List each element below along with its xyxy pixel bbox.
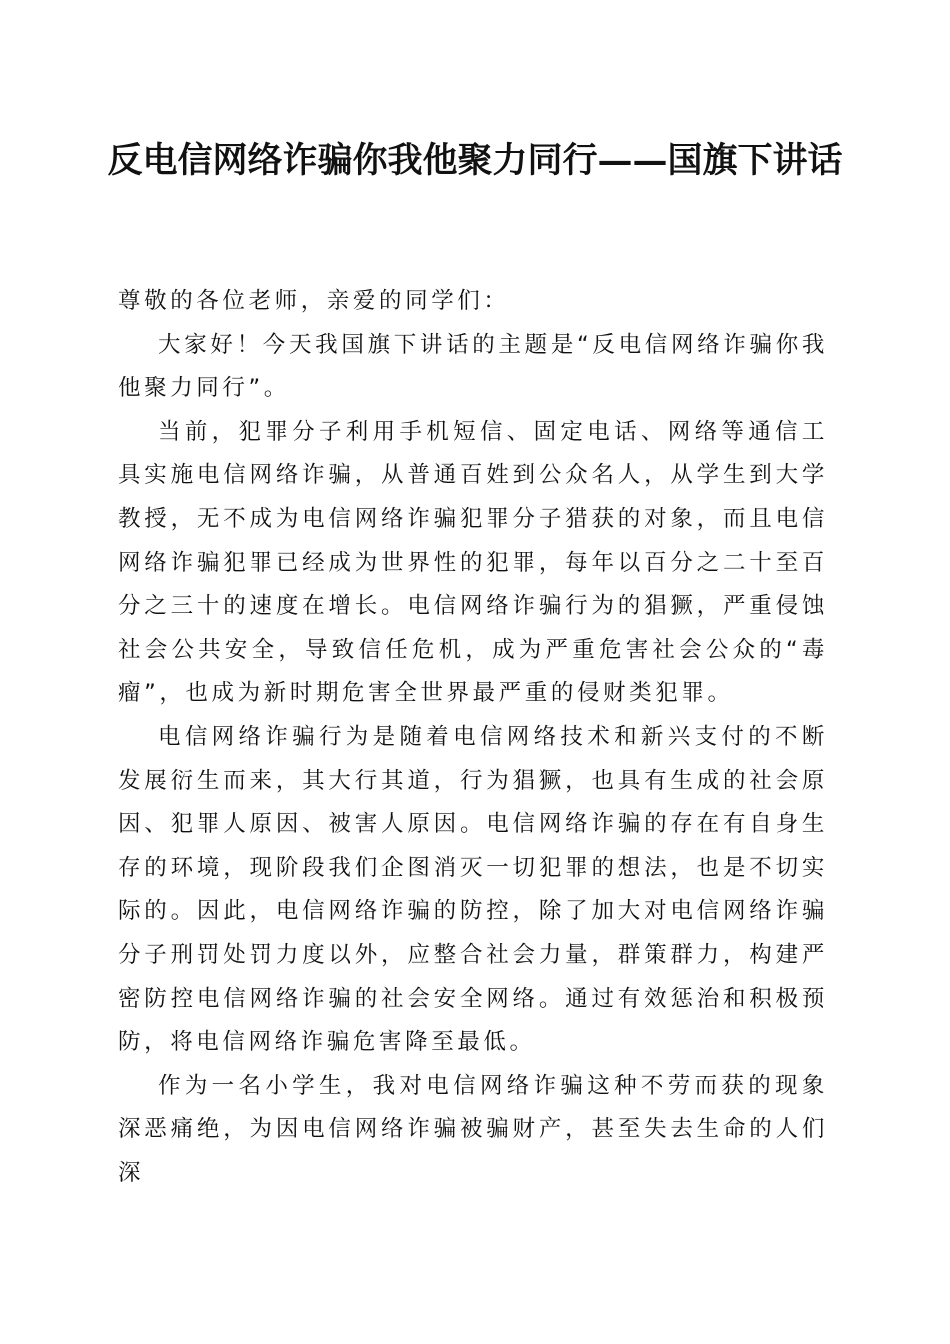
page-title: 反电信网络诈骗你我他聚力同行——国旗下讲话 bbox=[107, 140, 843, 181]
salutation: 尊敬的各位老师，亲爱的同学们： bbox=[118, 288, 510, 314]
document-body bbox=[118, 280, 828, 1195]
paragraph-current-situation: 当前，犯罪分子利用手机短信、固定电话、网络等通信工具实施电信网络诈骗，从普通百姓到公众名人，从学生到大学教授，无不成为电信网络诈骗犯罪分子猎获的对象，而且电信网络诈骗犯罪已经成为世界性的犯罪，每年以百分之二十至百分之三十的速度在增长。电信网络诈骗行为的猖獗，严重侵蚀社会公共安全，导致信任危机，成为严重危害社会公众的“毒瘤”，也成为新时期危害全世界最严重的侵财类犯罪。 bbox=[118, 418, 828, 707]
paragraph-student-view: 作为一名小学生，我对电信网络诈骗这种不劳而获的现象深恶痛绝，为因电信网络诈骗被骗财产，甚至失去生命的人们深 bbox=[118, 1072, 828, 1186]
paragraph-causes: 电信网络诈骗行为是随着电信网络技术和新兴支付的不断发展衍生而来，其大行其道，行为猖獗，也具有生成的社会原因、犯罪人原因、被害人原因。电信网络诈骗的存在有自身生存的环境，现阶段我们企图消灭一切犯罪的想法，也是不切实际的。因此，电信网络诈骗的防控，除了加大对电信网络诈骗分子刑罚处罚力度以外，应整合社会力量，群策群力，构建严密防控电信网络诈骗的社会安全网络。通过有效惩治和积极预防，将电信网络诈骗危害降至最低。 bbox=[118, 723, 828, 1056]
paragraph-greeting: 大家好！今天我国旗下讲话的主题是“反电信网络诈骗你我他聚力同行”。 bbox=[118, 331, 828, 402]
